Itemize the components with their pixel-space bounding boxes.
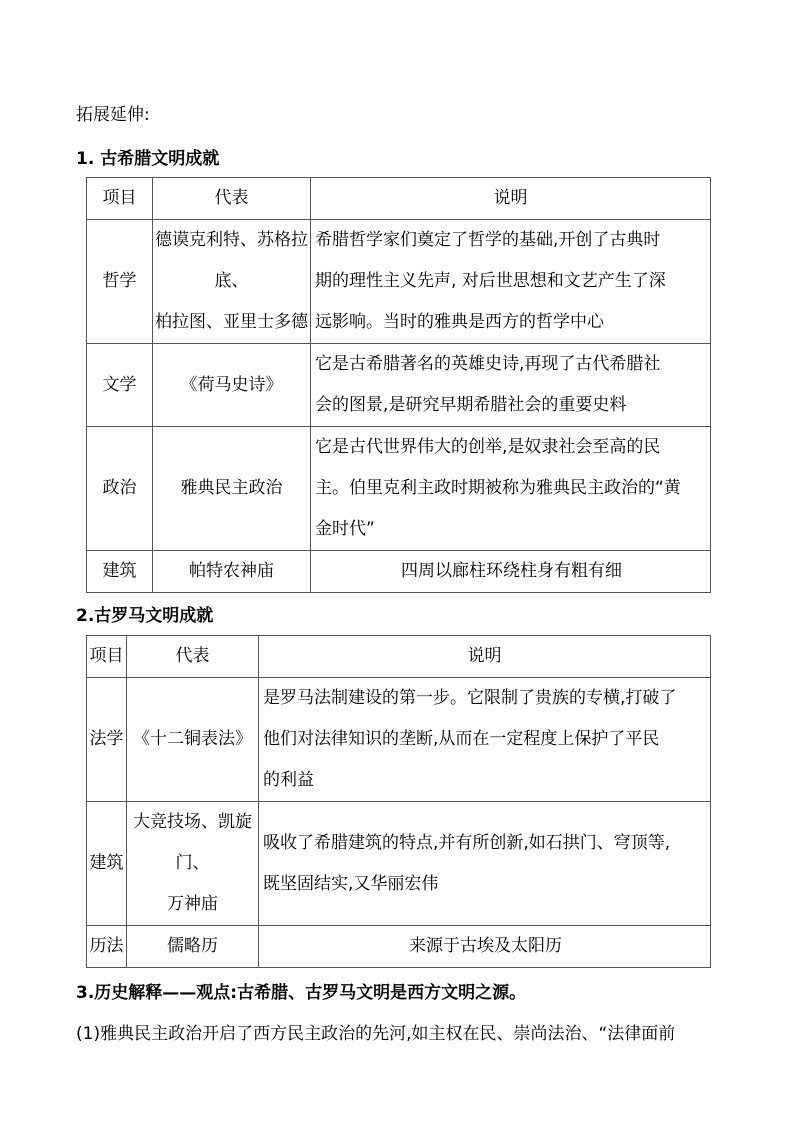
row-description xyxy=(259,678,711,802)
rep-line: 万神庙 xyxy=(167,894,218,914)
header-representative: 代表 xyxy=(153,178,311,220)
rep-line: 《十二铜表法》 xyxy=(133,729,252,749)
row-description xyxy=(311,427,711,551)
rep-line: 德谟克利特、苏格拉 xyxy=(155,230,308,250)
table-row xyxy=(87,926,711,968)
desc-line: 主。伯里克利主政时期被称为雅典民主政治的“黄 xyxy=(315,478,681,498)
row-description xyxy=(311,551,711,593)
row-representative xyxy=(127,926,259,968)
intro-label: 拓展延伸: xyxy=(76,105,150,125)
desc-line: 是罗马法制建设的第一步。它限制了贵族的专横,打破了 xyxy=(263,688,677,708)
row-item: 建筑 xyxy=(87,551,153,593)
section1-heading: 1. 古希腊文明成就 xyxy=(76,149,220,169)
rep-line: 门、 xyxy=(175,853,210,873)
section2-heading: 2.古罗马文明成就 xyxy=(76,606,214,626)
row-representative xyxy=(153,344,311,427)
section3-body: (1)雅典民主政治开启了西方民主政治的先河,如主权在民、崇尚法治、“法律面前 xyxy=(76,1024,676,1044)
header-item: 项目 xyxy=(87,636,127,678)
desc-line: 期的理性主义先声, 对后世思想和文艺产生了深 xyxy=(315,271,666,291)
desc-line: 金时代” xyxy=(315,519,375,539)
desc-line: 会的图景,是研究早期希腊社会的重要史料 xyxy=(315,395,627,415)
roman-achievements-table xyxy=(86,635,711,968)
row-description xyxy=(259,802,711,926)
header-item: 项目 xyxy=(87,178,153,220)
rep-line: 帕特农神庙 xyxy=(189,561,274,581)
rep-line: 儒略历 xyxy=(167,936,218,956)
greek-achievements-table xyxy=(86,177,711,593)
header-description: 说明 xyxy=(311,178,711,220)
header-description: 说明 xyxy=(259,636,711,678)
row-representative xyxy=(127,802,259,926)
table-row xyxy=(87,678,711,802)
table-row xyxy=(87,551,711,593)
desc-line: 四周以廊柱环绕柱身有粗有细 xyxy=(401,561,622,581)
table-header-row xyxy=(87,636,711,678)
table-row xyxy=(87,802,711,926)
row-description xyxy=(259,926,711,968)
section3-heading: 3.历史解释——观点:古希腊、古罗马文明是西方文明之源。 xyxy=(76,983,527,1003)
rep-line: 大竞技场、凯旋 xyxy=(133,812,252,832)
table-row xyxy=(87,427,711,551)
row-item: 建筑 xyxy=(87,802,127,926)
desc-line: 吸收了希腊建筑的特点,并有所创新,如石拱门、穹顶等, xyxy=(263,832,671,853)
rep-line: 柏拉图、亚里士多德 xyxy=(155,312,308,332)
rep-line: 雅典民主政治 xyxy=(180,478,283,498)
desc-line: 来源于古埃及太阳历 xyxy=(409,936,562,956)
row-representative xyxy=(153,551,311,593)
row-item: 哲学 xyxy=(87,220,153,344)
table-row xyxy=(87,344,711,427)
desc-line: 既坚固结实,又华丽宏伟 xyxy=(263,873,439,894)
row-item: 法学 xyxy=(87,678,127,802)
table-header-row xyxy=(87,178,711,220)
desc-line: 的利益 xyxy=(263,770,314,790)
row-representative xyxy=(127,678,259,802)
row-item: 历法 xyxy=(87,926,127,968)
rep-line: 《荷马史诗》 xyxy=(180,374,283,395)
desc-line: 它是古希腊著名的英雄史诗,再现了古代希腊社 xyxy=(315,354,661,374)
desc-line: 希腊哲学家们奠定了哲学的基础,开创了古典时 xyxy=(315,230,661,250)
header-representative: 代表 xyxy=(127,636,259,678)
row-description xyxy=(311,220,711,344)
desc-line: 它是古代世界伟大的创举,是奴隶社会至高的民 xyxy=(315,437,661,457)
row-item: 文学 xyxy=(87,344,153,427)
desc-line: 远影响。当时的雅典是西方的哲学中心 xyxy=(315,312,604,332)
table-row xyxy=(87,220,711,344)
row-representative xyxy=(153,427,311,551)
rep-line: 底、 xyxy=(214,271,249,291)
desc-line: 他们对法律知识的垄断,从而在一定程度上保护了平民 xyxy=(263,729,660,749)
row-representative xyxy=(153,220,311,344)
row-description xyxy=(311,344,711,427)
row-item: 政治 xyxy=(87,427,153,551)
